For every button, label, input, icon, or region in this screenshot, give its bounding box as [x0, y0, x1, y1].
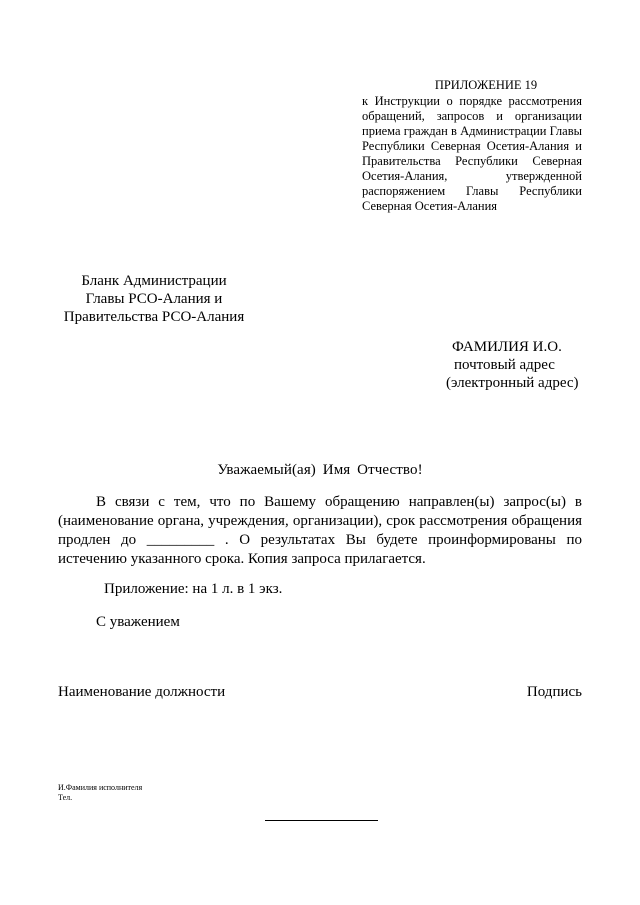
- executor-block: [58, 783, 142, 803]
- executor-phone: Тел.: [58, 793, 73, 802]
- letter-body: В связи с тем, что по Вашему обращению направлен(ы) запрос(ы) в (наименование органа, учреждения, организации), срок рассмотрения обращения продлен до _________ . О результатах Вы будете проинформированы по истечению указанного срока. Копия запроса прилагается.: [58, 494, 582, 567]
- salutation: Уважаемый(ая) Имя Отчество!: [217, 462, 423, 478]
- footer-divider: [265, 820, 378, 821]
- letterhead-line: Бланк Администрации: [81, 273, 227, 289]
- letterhead: [54, 272, 254, 326]
- position-title: Наименование должности: [58, 684, 226, 700]
- recipient-email-address: (электронный адрес): [446, 375, 579, 391]
- appendix-text: к Инструкции о порядке рассмотрения обращений, запросов и организации приема граждан в Администрации Главы Республики Северная Осетия-Алания и Правительства Республики Северная Осетия-Алания, утвержденной распоряжением Главы Республики Северная Осетия-Алания: [362, 94, 582, 213]
- letterhead-line: Главы РСО-Алания и: [85, 291, 223, 307]
- appendix-title: ПРИЛОЖЕНИЕ 19: [434, 78, 538, 92]
- closing-phrase: С уважением: [96, 614, 180, 630]
- signature-label: Подпись: [526, 684, 582, 700]
- recipient-postal-address: почтовый адрес: [454, 357, 555, 373]
- attachment-note: Приложение: на 1 л. в 1 экз.: [104, 581, 283, 597]
- executor-name: И.Фамилия исполнителя: [58, 783, 143, 792]
- recipient-name: ФАМИЛИЯ И.О.: [452, 339, 562, 355]
- recipient-block: [444, 338, 594, 392]
- appendix-block: [362, 78, 582, 214]
- letterhead-line: Правительства РСО-Алания: [63, 309, 245, 325]
